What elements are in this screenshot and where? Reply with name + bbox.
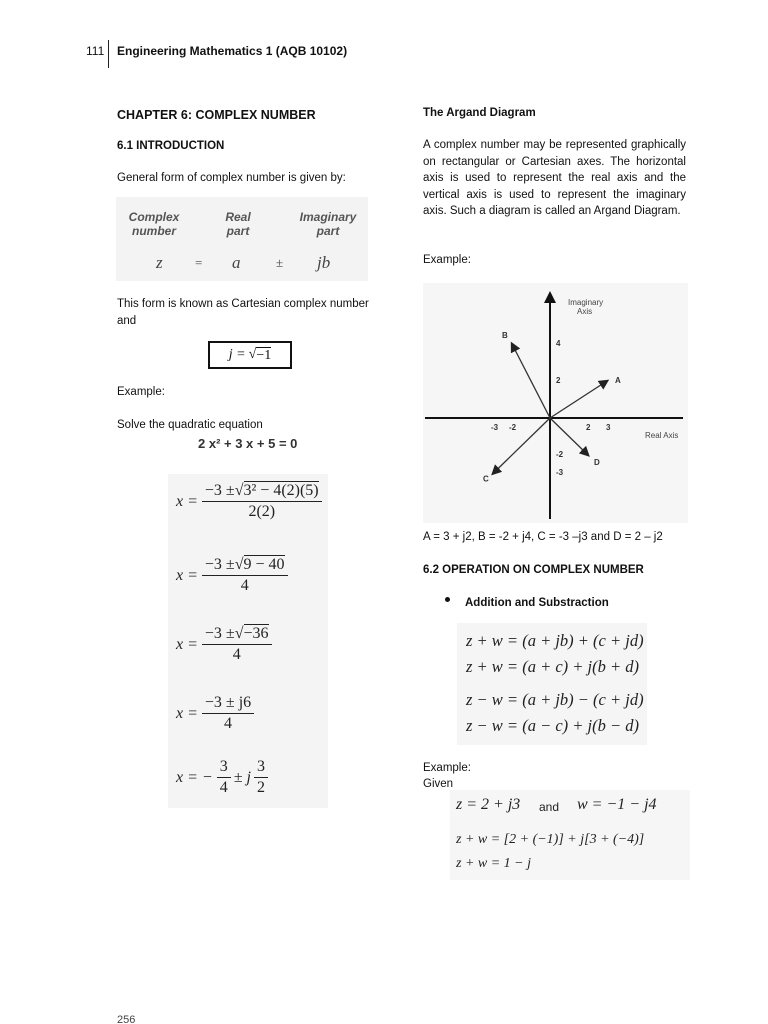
tick-y-4: 4	[556, 339, 561, 348]
result-line-1: z + w = [2 + (−1)] + j[3 + (−4)]	[456, 832, 645, 847]
point-label-A: A	[615, 376, 621, 385]
argand-paragraph: A complex number may be represented graphically on rectangular or Cartesian axes. The horizontal axis is used to represent the real axis and the vertical axis is used to represent the imaginary axis. Such a diagram is called an Argand Diagram.	[423, 139, 686, 217]
argand-diagram	[423, 283, 688, 523]
running-title: Engineering Mathematics 1 (AQB 10102)	[117, 44, 348, 58]
symbol-a: a	[232, 253, 241, 272]
vector-B	[512, 344, 550, 418]
chapter-title: CHAPTER 6: COMPLEX NUMBER	[117, 108, 316, 122]
tick-y-neg2: -2	[556, 450, 564, 459]
vector-C	[493, 418, 550, 474]
solution-final: x = − $\frac{3}{4}$ ± j $\frac{3}{2}$	[176, 758, 268, 797]
quadratic-equation: 2 x² + 3 x + 5 = 0	[198, 436, 298, 451]
imaginary-axis-arrowhead	[544, 291, 556, 303]
real-axis-label: Real Axis	[645, 431, 679, 440]
real-part-label: Real part	[225, 210, 251, 238]
complex-number-label: Complex number	[128, 210, 180, 238]
symbol-equals: =	[195, 255, 203, 270]
page-number: 111	[86, 44, 105, 58]
page-footer-number: 256	[117, 1015, 136, 1024]
general-form-text: General form of complex number is given by:	[117, 172, 346, 184]
section-title-intro: 6.1 INTRODUCTION	[117, 140, 225, 152]
tick-x-neg2: -2	[509, 423, 517, 432]
bullet-addition-subtraction: Addition and Substraction	[465, 597, 609, 609]
imaginary-part-label: Imaginary part	[299, 210, 357, 238]
solution-step-4: x = $\frac{-3 \pm j6}{4}$	[176, 694, 254, 733]
solution-step-3: x = $\frac{-3 \pm√-36}{4}$	[176, 625, 272, 664]
op-line-3: z − w = (a + jb) − (c + jd)	[466, 690, 644, 709]
symbol-plus-minus: ±	[276, 255, 284, 270]
op-line-4: z − w = (a − c) + j(b − d)	[466, 716, 639, 735]
symbol-jb: jb	[317, 253, 331, 272]
imaginary-axis-label-2: Axis	[577, 307, 593, 316]
argand-title: The Argand Diagram	[423, 107, 536, 119]
op-line-1: z + w = (a + jb) + (c + jd)	[466, 631, 644, 650]
j-definition-box: j = √ −1	[208, 341, 292, 369]
given-w: w = −1 − j4	[577, 796, 657, 813]
tick-x-2: 2	[586, 423, 591, 432]
tick-y-2: 2	[556, 376, 561, 385]
j-definition-lhs: j =	[228, 347, 246, 362]
example-label-left: Example:	[117, 386, 165, 398]
given-z: z = 2 + j3	[456, 796, 521, 813]
tick-x-neg3: -3	[491, 423, 499, 432]
solve-text: Solve the quadratic equation	[117, 419, 263, 431]
point-label-D: D	[594, 458, 600, 467]
tick-y-neg3: -3	[556, 468, 564, 477]
section-title-operation: 6.2 OPERATION ON COMPLEX NUMBER	[423, 564, 644, 576]
cartesian-text: This form is known as Cartesian complex number and	[117, 298, 369, 327]
solution-step-1: x = $\frac{\text{−3 ±√3² − 4(2)(5)}}{2(2)}$	[176, 482, 322, 521]
solution-step-2: x = $\frac{-3 \pm√9 - 40}{4}$	[176, 556, 288, 595]
bullet-dot	[445, 597, 450, 602]
point-label-B: B	[502, 331, 508, 340]
tick-x-3: 3	[606, 423, 611, 432]
and-word: and	[539, 800, 560, 814]
given-label: Given	[423, 778, 454, 790]
j-definition-radicand: −1	[256, 347, 272, 363]
argand-diagram-figure	[423, 283, 688, 523]
example-label-right-2: Example:	[423, 762, 471, 774]
example-label-right: Example:	[423, 254, 471, 266]
imaginary-axis-label: Imaginary	[568, 298, 604, 307]
symbol-z: z	[156, 253, 163, 272]
vector-A	[550, 381, 607, 418]
op-line-2: z + w = (a + c) + j(b + d)	[466, 657, 639, 676]
header-divider	[108, 40, 109, 68]
point-label-C: C	[483, 474, 489, 484]
result-line-2: z + w = 1 − j	[456, 856, 532, 871]
general-form-figure	[116, 197, 368, 281]
points-caption: A = 3 + j2, B = -2 + j4, C = -3 –j3 and D = 2 – j2	[423, 531, 663, 543]
